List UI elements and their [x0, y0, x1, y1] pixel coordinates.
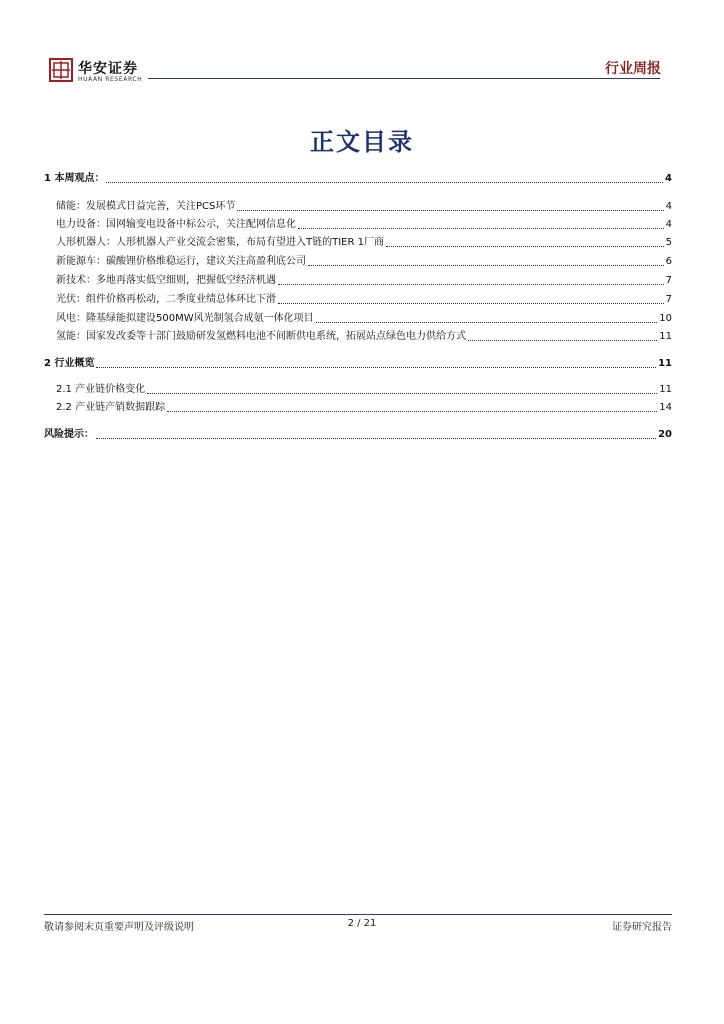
- toc-entry-label: 2.1 产业链价格变化: [56, 384, 146, 395]
- page-header: [0, 0, 724, 90]
- toc-title: 正文目录: [310, 128, 414, 156]
- toc-subsection-entry[interactable]: [44, 379, 672, 397]
- toc-entry-label: 2.2 产业链产销数据跟踪: [56, 402, 166, 413]
- toc-entry-page: 4: [665, 201, 672, 212]
- toc-entry-page: 14: [659, 402, 672, 413]
- toc-dot-leader: [147, 393, 657, 394]
- toc-entry-label: 光伏：组件价格再松动，二季度业绩总体环比下滑: [56, 294, 276, 305]
- toc-entry-page: 7: [665, 294, 672, 305]
- toc-entry-page: 10: [659, 313, 672, 324]
- toc-subsection-entry[interactable]: [44, 232, 672, 250]
- logo-chinese-name: 华安证券: [78, 61, 138, 77]
- huaan-logo-icon: [49, 58, 73, 82]
- toc-subsection-entry[interactable]: [44, 326, 672, 344]
- toc-subsection-entry[interactable]: [44, 270, 672, 288]
- toc-entry-page: 4: [665, 173, 672, 184]
- toc-entry-page: 4: [665, 219, 672, 230]
- logo-english-name: HUAAN RESEARCH: [78, 76, 143, 83]
- report-type-title: 行业周报: [605, 61, 661, 77]
- toc-entry-page: 20: [658, 429, 672, 440]
- footer-disclaimer: 敬请参阅末页重要声明及评级说明: [44, 922, 194, 933]
- toc-entry-label: 新能源车：碳酸锂价格维稳运行，建议关注高盈利底公司: [56, 256, 306, 267]
- toc-dot-leader: [316, 322, 658, 323]
- page-number: 2 / 21: [347, 918, 377, 929]
- toc-dot-leader: [298, 228, 664, 229]
- footer-report-label: 证券研究报告: [612, 922, 672, 933]
- toc-entry-label: 风电：隆基绿能拟建设500MW风光制氢合成氨一体化项目: [56, 313, 314, 324]
- toc-entry-label: 人形机器人：人形机器人产业交流会密集，布局有望进入T链的TIER 1厂商: [56, 237, 384, 248]
- toc-entry-page: 11: [659, 331, 672, 342]
- toc-subsection-entry[interactable]: [44, 214, 672, 232]
- footer-divider: [44, 914, 672, 915]
- toc-dot-leader: [237, 210, 663, 211]
- toc-entry-page: 6: [665, 256, 672, 267]
- toc-entry-page: 7: [665, 275, 672, 286]
- toc-dot-leader: [167, 411, 657, 412]
- toc-subsection-entry[interactable]: [44, 251, 672, 269]
- toc-entry-page: 11: [659, 384, 672, 395]
- toc-dot-leader: [308, 265, 664, 266]
- toc-entry-label: 1 本周观点：: [44, 173, 105, 184]
- toc-subsection-entry[interactable]: [44, 308, 672, 326]
- header-divider: [148, 78, 660, 79]
- toc-dot-leader: [96, 438, 656, 439]
- toc-dot-leader: [106, 182, 663, 183]
- toc-entry-label: 储能：发展模式日益完善，关注PCS环节: [56, 201, 236, 212]
- toc-subsection-entry[interactable]: [44, 397, 672, 415]
- toc-entry-label: 新技术：多地再落实低空细则，把握低空经济机遇: [56, 275, 276, 286]
- toc-dot-leader: [468, 340, 657, 341]
- toc-section-entry[interactable]: [44, 353, 672, 371]
- toc-dot-leader: [278, 303, 664, 304]
- toc-entry-label: 风险提示：: [44, 429, 94, 440]
- toc-subsection-entry[interactable]: [44, 196, 672, 214]
- toc-entry-label: 2 行业概览: [44, 358, 95, 369]
- toc-dot-leader: [96, 367, 656, 368]
- toc-dot-leader: [386, 246, 664, 247]
- toc-dot-leader: [278, 284, 664, 285]
- toc-entry-label: 电力设备：国网输变电设备中标公示，关注配网信息化: [56, 219, 296, 230]
- toc-entry-page: 5: [665, 237, 672, 248]
- toc-subsection-entry[interactable]: [44, 289, 672, 307]
- toc-entry-label: 氢能：国家发改委等十部门鼓励研发氢燃料电池不间断供电系统，拓展站点绿色电力供给方式: [56, 331, 466, 342]
- toc-section-entry[interactable]: [44, 424, 672, 442]
- toc-section-entry[interactable]: [44, 168, 672, 186]
- toc-entry-page: 11: [658, 358, 672, 369]
